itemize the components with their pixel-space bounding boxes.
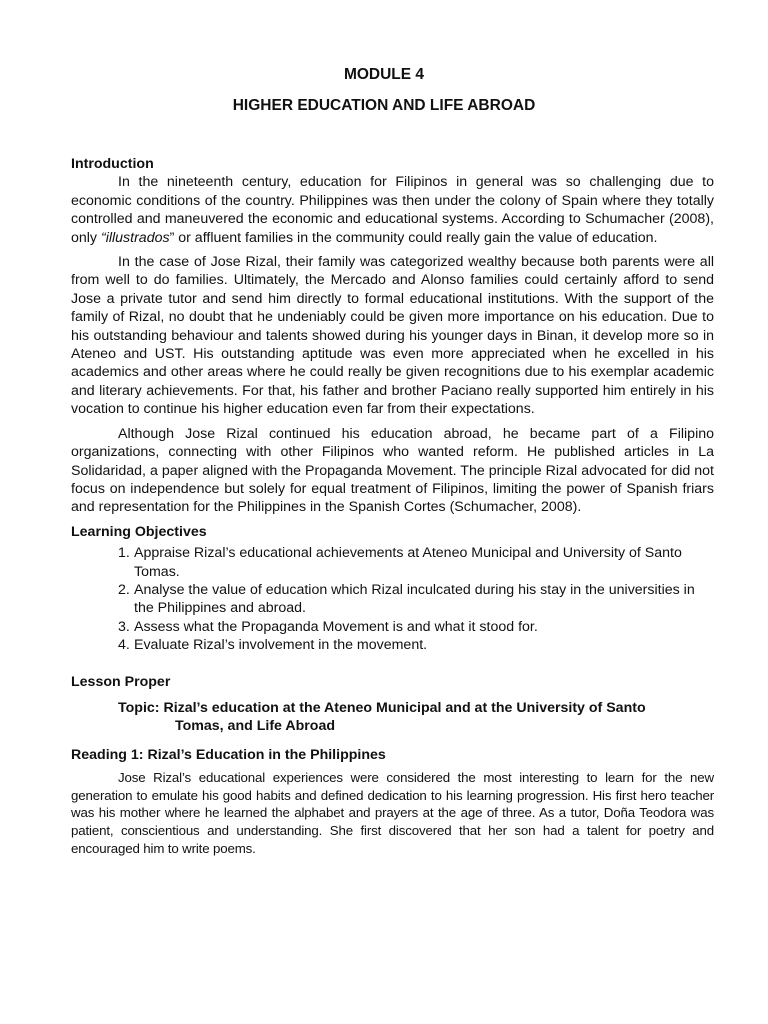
intro-p1-italic-term: “illustrados	[100, 229, 170, 246]
objective-text: Analyse the value of education which Rizal inculcated during his stay in the universities in the Philippines and abroad.	[134, 581, 695, 617]
objective-item	[71, 544, 714, 581]
intro-p1-text-b: ” or affluent families in the community could really gain the value of education.	[169, 229, 658, 246]
objective-text: Assess what the Propaganda Movement is and what it stood for.	[134, 618, 538, 635]
lesson-proper-heading: Lesson Proper	[71, 673, 171, 690]
objective-item	[71, 618, 714, 636]
introduction-paragraph-2: In the case of Jose Rizal, their family was categorized wealthy because both parents were all from well to do families. Ultimately, the Mercado and Alonso families could certainly afford to send Jose a private tutor and send him directly to formal educational institutions. With the support of the family of Rizal, no doubt that he undeniably could be given more importance on his education. Due to his outstanding behaviour and talents showed during his younger days in Binan, it develop more so in Ateneo and UST. His outstanding aptitude was even more appreciated when he excelled in his academics and other areas where he could really be given recognitions due to his exemplar academic and literary achievements. For that, his father and brother Paciano really supported him entirely in his vocation to continue his higher education even far from their expectations.	[71, 254, 714, 418]
intro-p1-text-a: In the nineteenth century, education for Filipinos in general was so challenging due to economic conditions of the country. Philippines was then under the colony of Spain where they totally controlled and maneuvered the economic and educational systems. According to Schumacher (2008), only	[71, 174, 714, 246]
document-body	[71, 155, 714, 857]
objective-item	[71, 636, 714, 654]
objective-number: 2.	[118, 581, 130, 598]
introduction-paragraph-1	[71, 173, 714, 247]
module-title: MODULE 4	[343, 66, 425, 83]
learning-objectives-list	[71, 544, 714, 654]
learning-objectives-heading: Learning Objectives	[71, 523, 207, 540]
objective-item	[71, 581, 714, 618]
topic-line-1: Topic: Rizal’s education at the Ateneo Municipal and at the University of Santo	[118, 699, 646, 716]
lesson-topic	[71, 699, 714, 736]
reading-1-paragraph: Jose Rizal’s educational experiences were considered the most interesting to learn for the new generation to emulate his good habits and defined dedication to his learning progression. His first hero teacher was his mother where he learned the alphabet and prayers at the age of three. As a tutor, Doña Teodora was patient, conscientious and understanding. She first discovered that her son had a talent for poetry and encouraged him to write poems.	[71, 770, 714, 856]
objective-text: Appraise Rizal’s educational achievements at Ateneo Municipal and University of Santo Tomas.	[134, 545, 682, 580]
topic-line-2: Tomas, and Life Abroad	[175, 718, 336, 735]
introduction-paragraph-3: Although Jose Rizal continued his education abroad, he became part of a Filipino organizations, connecting with other Filipinos who wanted reform. He published articles in La Solidaridad, a paper aligned with the Propaganda Movement. The principle Rizal advocated for did not focus on independence but solely for equal treatment of Filipinos, limiting the power of Spanish friars and representation for the Philippines in the Spanish Cortes (Schumacher, 2008).	[71, 425, 714, 516]
objective-number: 3.	[118, 618, 130, 635]
objective-number: 1.	[118, 545, 130, 562]
objective-text: Evaluate Rizal’s involvement in the movement.	[134, 637, 428, 654]
objective-number: 4.	[118, 637, 130, 654]
reading-1-heading: Reading 1: Rizal’s Education in the Philippines	[71, 746, 386, 763]
introduction-heading: Introduction	[71, 156, 154, 172]
module-subtitle: HIGHER EDUCATION AND LIFE ABROAD	[232, 97, 536, 114]
